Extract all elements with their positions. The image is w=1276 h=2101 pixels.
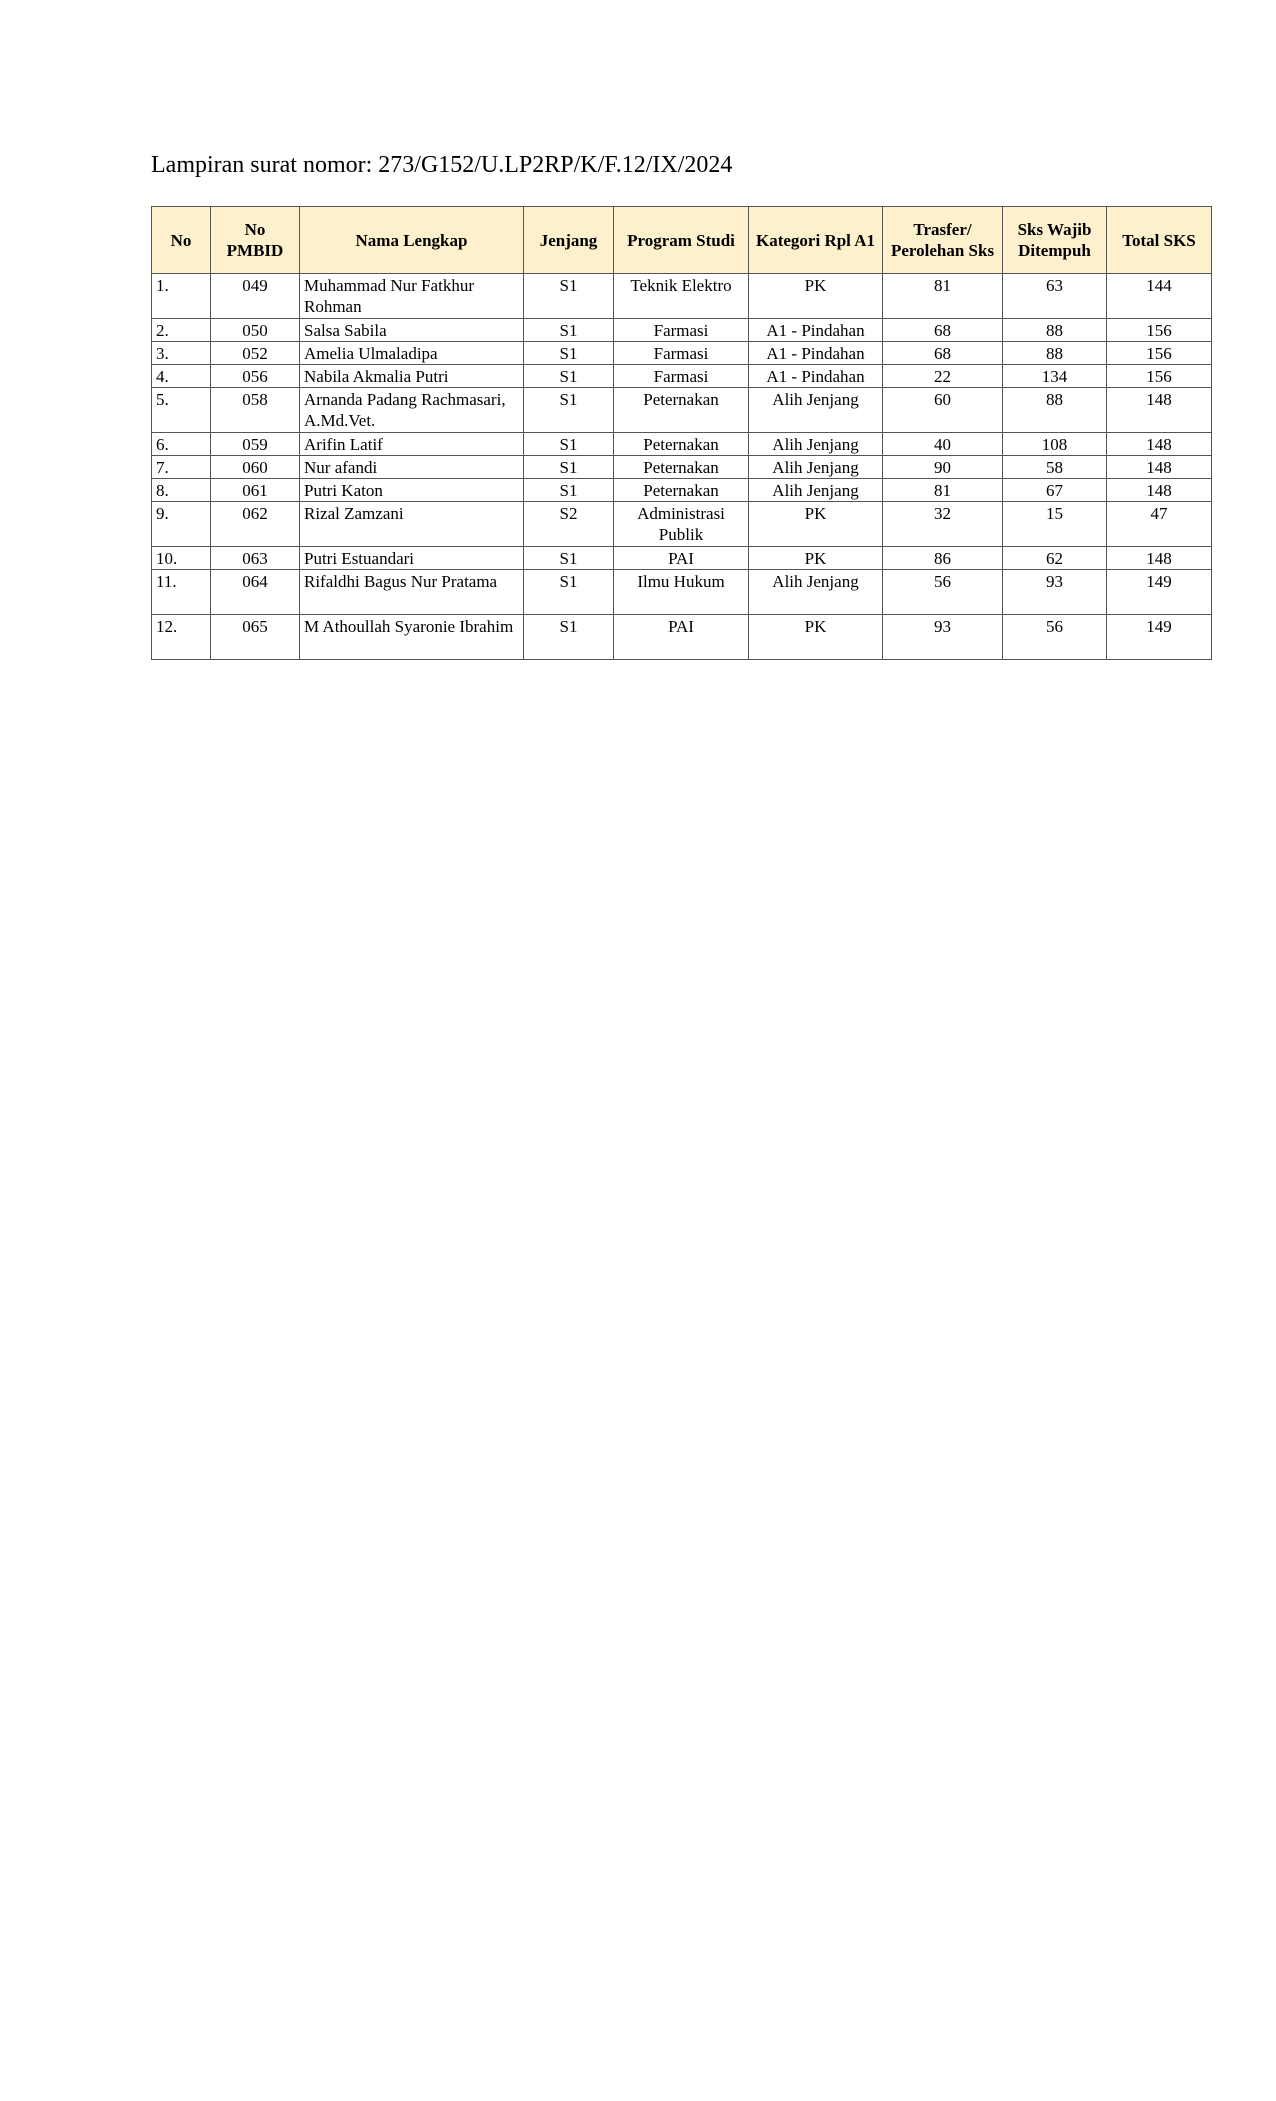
cell-kategori: Alih Jenjang (749, 570, 883, 615)
cell-wajib: 88 (1003, 319, 1107, 342)
table-row (152, 365, 1212, 388)
cell-transfer: 40 (883, 433, 1003, 456)
cell-wajib: 93 (1003, 570, 1107, 615)
cell-kategori: PK (749, 615, 883, 660)
cell-kategori: A1 - Pindahan (749, 365, 883, 388)
cell-jenjang: S1 (524, 456, 614, 479)
cell-total: 148 (1107, 547, 1212, 570)
cell-no: 8. (152, 479, 211, 502)
cell-total: 149 (1107, 615, 1212, 660)
cell-wajib: 62 (1003, 547, 1107, 570)
cell-prodi: Ilmu Hukum (614, 570, 749, 615)
cell-kategori: Alih Jenjang (749, 388, 883, 433)
table-row (152, 456, 1212, 479)
cell-jenjang: S1 (524, 319, 614, 342)
cell-pmbid: 049 (211, 274, 300, 319)
cell-wajib: 58 (1003, 456, 1107, 479)
cell-nama: Putri Katon (300, 479, 524, 502)
cell-no: 3. (152, 342, 211, 365)
cell-pmbid: 056 (211, 365, 300, 388)
cell-pmbid: 062 (211, 502, 300, 547)
cell-transfer: 56 (883, 570, 1003, 615)
cell-wajib: 134 (1003, 365, 1107, 388)
cell-no: 9. (152, 502, 211, 547)
cell-jenjang: S1 (524, 547, 614, 570)
header-kategori: Kategori Rpl A1 (749, 207, 883, 274)
cell-total: 47 (1107, 502, 1212, 547)
table-row (152, 433, 1212, 456)
cell-wajib: 108 (1003, 433, 1107, 456)
cell-nama: Putri Estuandari (300, 547, 524, 570)
cell-prodi: Farmasi (614, 365, 749, 388)
cell-wajib: 88 (1003, 342, 1107, 365)
header-transfer: Trasfer/ Perolehan Sks (883, 207, 1003, 274)
cell-jenjang: S1 (524, 433, 614, 456)
cell-pmbid: 058 (211, 388, 300, 433)
header-nama: Nama Lengkap (300, 207, 524, 274)
cell-jenjang: S1 (524, 615, 614, 660)
cell-pmbid: 064 (211, 570, 300, 615)
cell-wajib: 63 (1003, 274, 1107, 319)
cell-nama: Arifin Latif (300, 433, 524, 456)
header-total: Total SKS (1107, 207, 1212, 274)
cell-transfer: 32 (883, 502, 1003, 547)
cell-prodi: PAI (614, 547, 749, 570)
cell-prodi: Administrasi Publik (614, 502, 749, 547)
cell-no: 6. (152, 433, 211, 456)
cell-total: 149 (1107, 570, 1212, 615)
cell-transfer: 68 (883, 342, 1003, 365)
cell-kategori: PK (749, 274, 883, 319)
cell-total: 156 (1107, 365, 1212, 388)
document-title: Lampiran surat nomor: 273/G152/U.LP2RP/K/F.12/IX/2024 (151, 152, 733, 178)
cell-nama: Arnanda Padang Rachmasari, A.Md.Vet. (300, 388, 524, 433)
cell-transfer: 86 (883, 547, 1003, 570)
cell-nama: Amelia Ulmaladipa (300, 342, 524, 365)
cell-pmbid: 063 (211, 547, 300, 570)
cell-wajib: 15 (1003, 502, 1107, 547)
cell-jenjang: S1 (524, 479, 614, 502)
table-header-row (152, 207, 1212, 274)
table-row (152, 342, 1212, 365)
cell-kategori: Alih Jenjang (749, 479, 883, 502)
cell-transfer: 81 (883, 479, 1003, 502)
attachment-table (151, 206, 1212, 660)
cell-wajib: 88 (1003, 388, 1107, 433)
cell-transfer: 81 (883, 274, 1003, 319)
table-row (152, 502, 1212, 547)
cell-transfer: 68 (883, 319, 1003, 342)
cell-prodi: Teknik Elektro (614, 274, 749, 319)
cell-total: 148 (1107, 456, 1212, 479)
cell-nama: Nabila Akmalia Putri (300, 365, 524, 388)
table-row (152, 319, 1212, 342)
cell-kategori: A1 - Pindahan (749, 319, 883, 342)
cell-pmbid: 059 (211, 433, 300, 456)
cell-wajib: 56 (1003, 615, 1107, 660)
cell-kategori: PK (749, 502, 883, 547)
cell-no: 11. (152, 570, 211, 615)
cell-total: 148 (1107, 479, 1212, 502)
cell-no: 4. (152, 365, 211, 388)
cell-transfer: 93 (883, 615, 1003, 660)
header-wajib: Sks Wajib Ditempuh (1003, 207, 1107, 274)
header-no: No (152, 207, 211, 274)
cell-no: 12. (152, 615, 211, 660)
cell-pmbid: 060 (211, 456, 300, 479)
table-body (152, 274, 1212, 660)
cell-pmbid: 065 (211, 615, 300, 660)
cell-total: 148 (1107, 433, 1212, 456)
cell-no: 2. (152, 319, 211, 342)
cell-total: 148 (1107, 388, 1212, 433)
cell-no: 10. (152, 547, 211, 570)
cell-transfer: 90 (883, 456, 1003, 479)
table-row (152, 615, 1212, 660)
cell-nama: Nur afandi (300, 456, 524, 479)
cell-jenjang: S2 (524, 502, 614, 547)
cell-total: 144 (1107, 274, 1212, 319)
table-row (152, 479, 1212, 502)
header-prodi: Program Studi (614, 207, 749, 274)
cell-transfer: 60 (883, 388, 1003, 433)
cell-total: 156 (1107, 342, 1212, 365)
cell-jenjang: S1 (524, 388, 614, 433)
cell-kategori: PK (749, 547, 883, 570)
cell-no: 1. (152, 274, 211, 319)
header-jenjang: Jenjang (524, 207, 614, 274)
cell-prodi: Farmasi (614, 319, 749, 342)
table-row (152, 274, 1212, 319)
cell-pmbid: 061 (211, 479, 300, 502)
table-row (152, 547, 1212, 570)
cell-nama: Rizal Zamzani (300, 502, 524, 547)
cell-prodi: PAI (614, 615, 749, 660)
cell-nama: Rifaldhi Bagus Nur Pratama (300, 570, 524, 615)
cell-jenjang: S1 (524, 365, 614, 388)
cell-transfer: 22 (883, 365, 1003, 388)
cell-nama: M Athoullah Syaronie Ibrahim (300, 615, 524, 660)
cell-pmbid: 050 (211, 319, 300, 342)
cell-prodi: Peternakan (614, 433, 749, 456)
table-row (152, 388, 1212, 433)
cell-kategori: Alih Jenjang (749, 433, 883, 456)
cell-wajib: 67 (1003, 479, 1107, 502)
cell-nama: Salsa Sabila (300, 319, 524, 342)
cell-total: 156 (1107, 319, 1212, 342)
table-row (152, 570, 1212, 615)
cell-kategori: Alih Jenjang (749, 456, 883, 479)
cell-kategori: A1 - Pindahan (749, 342, 883, 365)
cell-prodi: Farmasi (614, 342, 749, 365)
cell-nama: Muhammad Nur Fatkhur Rohman (300, 274, 524, 319)
cell-prodi: Peternakan (614, 456, 749, 479)
cell-jenjang: S1 (524, 342, 614, 365)
cell-no: 5. (152, 388, 211, 433)
cell-prodi: Peternakan (614, 479, 749, 502)
cell-jenjang: S1 (524, 274, 614, 319)
cell-pmbid: 052 (211, 342, 300, 365)
cell-jenjang: S1 (524, 570, 614, 615)
header-pmbid: No PMBID (211, 207, 300, 274)
cell-prodi: Peternakan (614, 388, 749, 433)
cell-no: 7. (152, 456, 211, 479)
